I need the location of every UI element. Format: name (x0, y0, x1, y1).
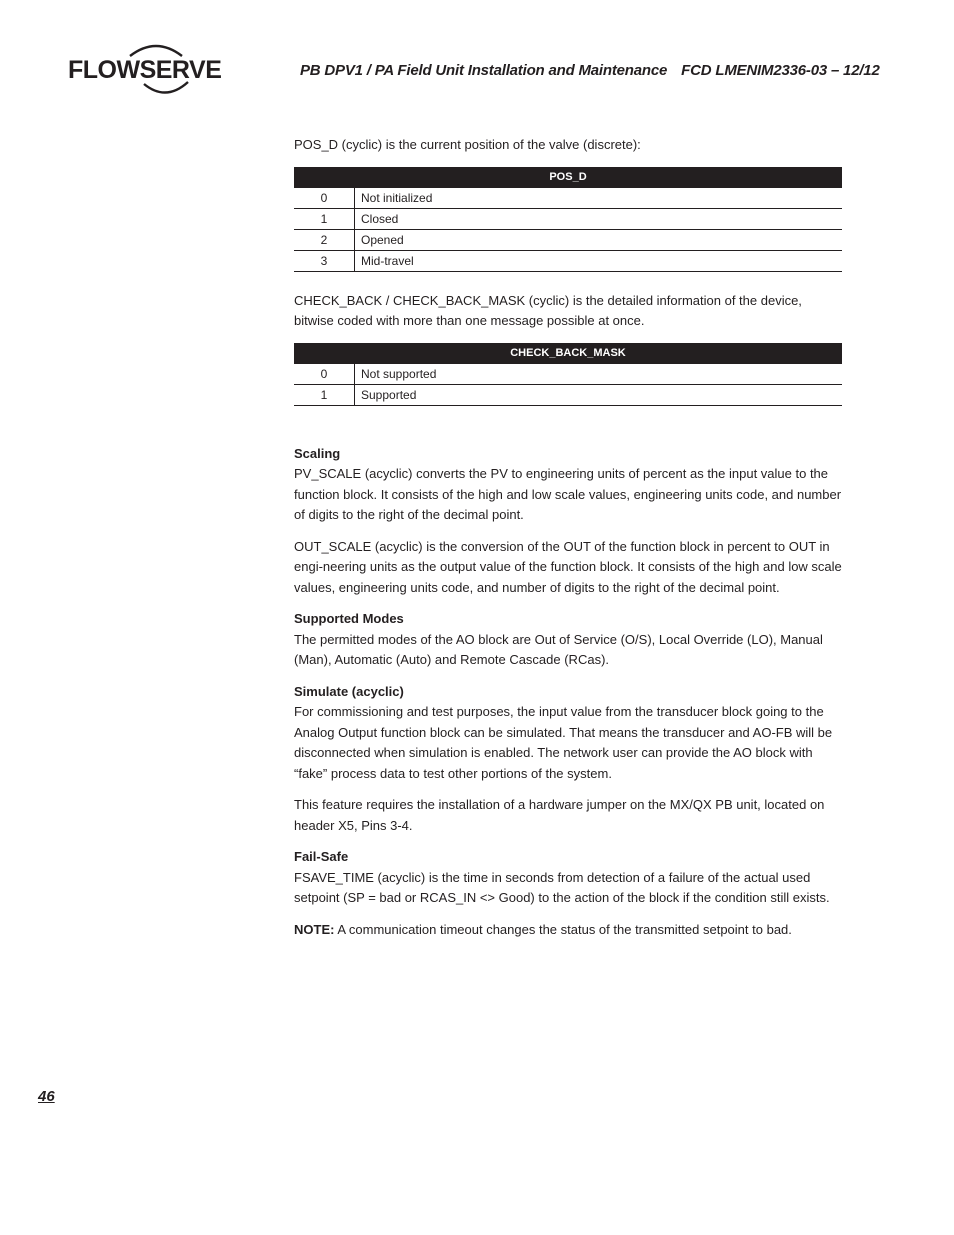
table-row (294, 229, 842, 250)
row-description: Not initialized (355, 188, 843, 209)
check-back-intro: CHECK_BACK / CHECK_BACK_MASK (cyclic) is the detailed information of the device, bitwise coded with more than one message possible at once. (294, 292, 802, 328)
table-row (294, 188, 842, 209)
row-description: Not supported (355, 364, 843, 385)
table-row (294, 364, 842, 385)
pos-d-table (294, 167, 842, 272)
table-header-row (294, 167, 842, 188)
simulate-heading: Simulate (acyclic) (294, 683, 404, 699)
scaling-heading: Scaling (294, 445, 341, 461)
table-header-row (294, 343, 842, 364)
simulate-paragraph: For commissioning and test purposes, the input value from the transducer block going to the Analog Output function block can be simulated. That means the transducer and AO-FB will be disconnected when simulation is enabled. The network user can provide the AO block with “fake” process data to test other portions of the system. (294, 704, 833, 781)
page-header (300, 62, 880, 79)
simulate-paragraph: This feature requires the installation of a hardware jumper on the MX/QX PB unit, located on header X5, Pins 3-4. (294, 797, 825, 833)
pos-d-intro: POS_D (cyclic) is the current position of the valve (discrete): (294, 137, 641, 152)
flowserve-logo (68, 42, 222, 96)
row-description: Closed (355, 208, 843, 229)
modes-paragraph: The permitted modes of the AO block are Out of Service (O/S), Local Override (LO), Manual (Man), Automatic (Auto) and Remote Cascade (RCas). (294, 631, 823, 667)
check-back-mask-table (294, 343, 842, 406)
table-row (294, 208, 842, 229)
row-code: 0 (294, 364, 355, 385)
page-number: 46 (38, 1088, 55, 1105)
failsafe-heading: Fail-Safe (294, 849, 349, 864)
note-text: A communication timeout changes the status of the transmitted setpoint to bad. (334, 921, 792, 937)
note-label: NOTE: (294, 921, 335, 937)
row-description: Mid-travel (355, 250, 843, 271)
row-code: 3 (294, 250, 355, 271)
note-paragraph (294, 920, 842, 941)
scaling-paragraph: PV_SCALE (acyclic) converts the PV to engineering units of percent as the input value to the function block. It consists of the high and low scale values, engineering units code, and number of digits to the right of the decimal point. (294, 466, 842, 522)
table-header: CHECK_BACK_MASK (294, 343, 842, 364)
document-id: FCD LMENIM2336-03 – 12/12 (681, 62, 880, 79)
row-code: 0 (294, 188, 355, 209)
table-row (294, 384, 842, 405)
failsafe-paragraph: FSAVE_TIME (acyclic) is the time in seconds from detection of a failure of the actual used setpoint (SP = bad or RCAS_IN <> Good) to the action of the block if the condition still exists. (294, 869, 830, 905)
modes-heading: Supported Modes (294, 611, 404, 626)
table-header: POS_D (294, 167, 842, 188)
row-code: 1 (294, 384, 355, 405)
scaling-paragraph: OUT_SCALE (acyclic) is the conversion of the OUT of the function block in percent to OUT in engi-neering units as the output value of the function block. It consists of the high and low scale values, engineering units code, and number of digits to the right of the decimal point. (294, 538, 842, 595)
main-content (294, 135, 842, 951)
document-title: PB DPV1 / PA Field Unit Installation and Maintenance (300, 62, 668, 79)
row-code: 1 (294, 208, 355, 229)
row-description: Opened (355, 229, 843, 250)
row-description: Supported (355, 384, 843, 405)
row-code: 2 (294, 229, 355, 250)
logo-wordmark: FLOWSERVE (68, 56, 222, 84)
table-row (294, 250, 842, 271)
